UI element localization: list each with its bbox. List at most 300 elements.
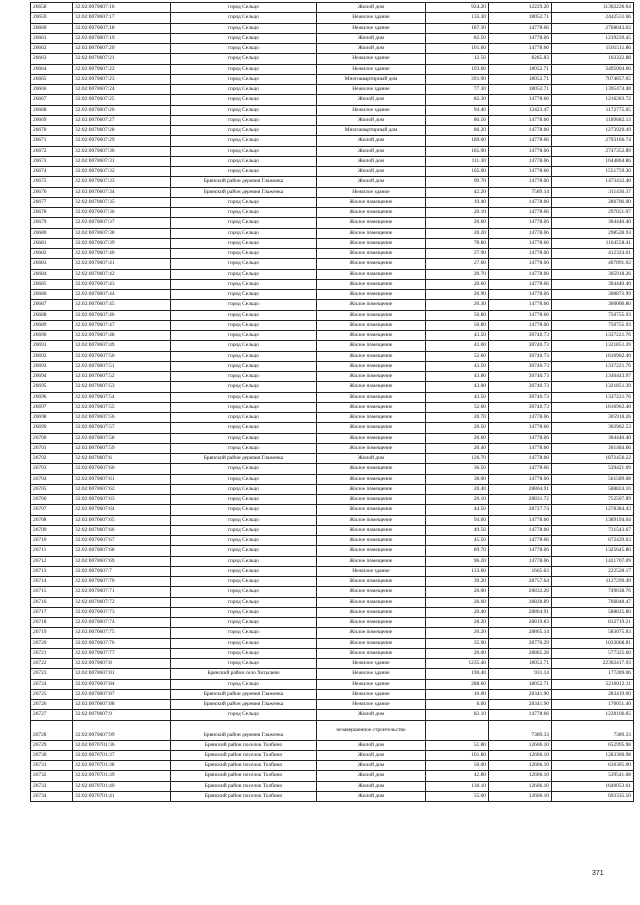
address-cell: город Сельцо xyxy=(171,423,317,433)
unit-value-cell: 28341.90 xyxy=(489,700,552,710)
unit-value-cell: 14778.66 xyxy=(489,218,552,228)
row-number-cell: 26672 xyxy=(31,146,73,156)
cadastral-value-cell: 301484.66 xyxy=(552,443,634,453)
table-row xyxy=(31,64,634,74)
address-cell: город Сельцо xyxy=(171,33,317,43)
cadastral-number-cell: 32:02:0070607:64 xyxy=(73,505,171,515)
area-cell: 20.20 xyxy=(426,628,489,638)
area-cell: 83.10 xyxy=(426,710,489,720)
cadastral-value-cell: 286706.00 xyxy=(552,197,634,207)
address-cell: город Сельцо xyxy=(171,320,317,330)
cadastral-number-cell: 32:02:0070607:34 xyxy=(73,187,171,197)
area-cell: 101.80 xyxy=(426,750,489,760)
object-type-cell: Жилое помещение xyxy=(317,607,426,617)
cadastral-value-cell: 7074857.05 xyxy=(552,74,634,84)
object-type-cell: Нежилое здание xyxy=(317,566,426,576)
row-number-cell: 26670 xyxy=(31,126,73,136)
row-number-cell: 26725 xyxy=(31,689,73,699)
cadastral-value-cell: 652995.98 xyxy=(552,740,634,750)
cadastral-number-cell: 32:02:0070701:40 xyxy=(73,781,171,791)
cadastral-number-cell: 32:02:0070607:27 xyxy=(73,115,171,125)
object-type-cell: Жилой дом xyxy=(317,454,426,464)
table-row xyxy=(31,300,634,310)
object-type-cell: Жилое помещение xyxy=(317,331,426,341)
cadastral-value-cell: 1421707.09 xyxy=(552,556,634,566)
table-row xyxy=(31,607,634,617)
area-cell: 1235.40 xyxy=(426,659,489,669)
row-number-cell: 26682 xyxy=(31,249,73,259)
cadastral-number-cell: 32:02:0070607:26 xyxy=(73,105,171,115)
cadastral-number-cell: 32:02:0070607:68 xyxy=(73,546,171,556)
table-row xyxy=(31,750,634,760)
cadastral-number-cell: 32:02:0070607:70 xyxy=(73,577,171,587)
table-row xyxy=(31,454,634,464)
cadastral-number-cell: 32:02:0070607:69 xyxy=(73,556,171,566)
object-type-cell: Жилой дом xyxy=(317,156,426,166)
row-number-cell: 26665 xyxy=(31,74,73,84)
cadastral-number-cell: 32:02:0070607:46 xyxy=(73,310,171,320)
cadastral-value-cell: 22302417.93 xyxy=(552,659,634,669)
cadastral-value-cell: 588824.16 xyxy=(552,484,634,494)
area-cell: 190.40 xyxy=(426,669,489,679)
unit-value-cell: 14778.66 xyxy=(489,259,552,269)
unit-value-cell: 14778.66 xyxy=(489,177,552,187)
table-row xyxy=(31,659,634,669)
table-row xyxy=(31,771,634,781)
area-cell: 43.00 xyxy=(426,341,489,351)
object-type-cell: Жилое помещение xyxy=(317,546,426,556)
row-number-cell: 26699 xyxy=(31,423,73,433)
object-type-cell: Жилое помещение xyxy=(317,402,426,412)
cadastral-number-cell: 32:02:0070607:6 xyxy=(73,454,171,464)
cadastral-number-cell: 32:02:0070607:36 xyxy=(73,208,171,218)
unit-value-cell: 28865.14 xyxy=(489,628,552,638)
row-number-cell: 26694 xyxy=(31,372,73,382)
address-cell: город Сельцо xyxy=(171,392,317,402)
row-number-cell: 26718 xyxy=(31,618,73,628)
address-cell: Брянский район деревня Глаженка xyxy=(171,689,317,699)
area-cell: 43.50 xyxy=(426,392,489,402)
unit-value-cell: 14778.66 xyxy=(489,525,552,535)
cadastral-value-cell: 539421.09 xyxy=(552,464,634,474)
cadastral-value-cell: 177289.06 xyxy=(552,669,634,679)
cadastral-number-cell: 32:02:0070607:16 xyxy=(73,3,171,13)
cadastral-value-cell: 583075.83 xyxy=(552,628,634,638)
cadastral-number-cell: 32:02:0070607:17 xyxy=(73,13,171,23)
unit-value-cell: 30740.73 xyxy=(489,361,552,371)
object-type-cell: Нежилое здание xyxy=(317,679,426,689)
row-number-cell: 26702 xyxy=(31,454,73,464)
object-type-cell: Жилое помещение xyxy=(317,515,426,525)
cadastral-value-cell: 222528.17 xyxy=(552,566,634,576)
cadastral-number-cell: 32:02:0070607:50 xyxy=(73,351,171,361)
area-cell: 26.10 xyxy=(426,495,489,505)
unit-value-cell: 28776.29 xyxy=(489,638,552,648)
cadastral-value-cell: 630305.00 xyxy=(552,761,634,771)
cadastral-number-cell: 32:02:0070607:37 xyxy=(73,218,171,228)
area-cell: 20.40 xyxy=(426,484,489,494)
cadastral-value-cell: 1219239.45 xyxy=(552,33,634,43)
unit-value-cell: 14778.66 xyxy=(489,33,552,43)
unit-value-cell: 14778.66 xyxy=(489,136,552,146)
row-number-cell: 26698 xyxy=(31,413,73,423)
address-cell: город Сельцо xyxy=(171,105,317,115)
row-number-cell: 26705 xyxy=(31,484,73,494)
cadastral-value-cell: 412324.61 xyxy=(552,249,634,259)
cadastral-value-table xyxy=(30,2,631,802)
unit-value-cell: 30740.73 xyxy=(489,392,552,402)
row-number-cell: 26716 xyxy=(31,597,73,607)
cadastral-value-cell: 2442531.66 xyxy=(552,13,634,23)
cadastral-number-cell: 32:02:0070607:31 xyxy=(73,156,171,166)
table-row xyxy=(31,136,634,146)
row-number-cell: 26730 xyxy=(31,750,73,760)
row-number-cell: 26707 xyxy=(31,505,73,515)
address-cell: город Сельцо xyxy=(171,402,317,412)
cadastral-number-cell: 32:02:0070607:9 xyxy=(73,710,171,720)
object-type-cell: Жилое помещение xyxy=(317,587,426,597)
unit-value-cell: 14778.66 xyxy=(489,546,552,556)
area-cell: 28.20 xyxy=(426,618,489,628)
object-type-cell: Многоквартирный дом xyxy=(317,74,426,84)
cadastral-value-cell: 693335.50 xyxy=(552,791,634,801)
address-cell: город Сельцо xyxy=(171,136,317,146)
area-cell: 187.30 xyxy=(426,23,489,33)
object-type-cell: Жилое помещение xyxy=(317,597,426,607)
table-row xyxy=(31,638,634,648)
cadastral-number-cell: 32:02:0070607:22 xyxy=(73,64,171,74)
cadastral-number-cell: 32:02:0070607:38 xyxy=(73,228,171,238)
area-cell: 42.80 xyxy=(426,771,489,781)
address-cell: город Сельцо xyxy=(171,464,317,474)
table-row xyxy=(31,95,634,105)
cadastral-number-cell: 32:02:0070701:39 xyxy=(73,771,171,781)
table-row xyxy=(31,74,634,84)
area-cell: 43.80 xyxy=(426,372,489,382)
table-row xyxy=(31,546,634,556)
cadastral-number-cell: 32:02:0070607:87 xyxy=(73,689,171,699)
table-row xyxy=(31,249,634,259)
cadastral-value-cell: 1337221.76 xyxy=(552,331,634,341)
object-type-cell: Нежилое здание xyxy=(317,700,426,710)
area-cell: 38.00 xyxy=(426,474,489,484)
table-row xyxy=(31,351,634,361)
table-row xyxy=(31,218,634,228)
address-cell: город Сельцо xyxy=(171,85,317,95)
area-cell: 20.00 xyxy=(426,648,489,658)
unit-value-cell: 1665.63 xyxy=(489,566,552,576)
cadastral-number-cell: 32:02:0070607:71 xyxy=(73,587,171,597)
row-number-cell: 26693 xyxy=(31,361,73,371)
row-number-cell: 26684 xyxy=(31,269,73,279)
object-type-cell: Нежилое здание xyxy=(317,669,426,679)
object-type-cell: Нежилое здание xyxy=(317,689,426,699)
area-cell: 10.00 xyxy=(426,689,489,699)
area-cell: 82.30 xyxy=(426,95,489,105)
area-cell: 50.00 xyxy=(426,761,489,771)
address-cell: Брянский район поселок Толбино xyxy=(171,740,317,750)
address-cell: Брянский район деревня Глаженка xyxy=(171,700,317,710)
object-type-cell: незавершенное строительство xyxy=(317,720,426,740)
area-cell xyxy=(426,720,489,740)
table-row xyxy=(31,269,634,279)
address-cell: город Сельцо xyxy=(171,361,317,371)
table-row xyxy=(31,740,634,750)
area-cell: 130.10 xyxy=(426,781,489,791)
row-number-cell: 26685 xyxy=(31,279,73,289)
unit-value-cell: 30740.73 xyxy=(489,372,552,382)
row-number-cell: 26679 xyxy=(31,218,73,228)
unit-value-cell: 28864.91 xyxy=(489,607,552,617)
row-number-cell: 26664 xyxy=(31,64,73,74)
object-type-cell: Жилой дом xyxy=(317,177,426,187)
area-cell: 20.60 xyxy=(426,433,489,443)
object-type-cell: Жилое помещение xyxy=(317,249,426,259)
area-cell: 42.20 xyxy=(426,187,489,197)
row-number-cell: 26661 xyxy=(31,33,73,43)
table-row xyxy=(31,413,634,423)
object-type-cell: Жилое помещение xyxy=(317,310,426,320)
table-row xyxy=(31,23,634,33)
object-type-cell: Жилое помещение xyxy=(317,628,426,638)
area-cell: 77.30 xyxy=(426,85,489,95)
unit-value-cell: 12606.10 xyxy=(489,791,552,801)
table-row xyxy=(31,689,634,699)
cadastral-value-cell: 304440.40 xyxy=(552,433,634,443)
cadastral-number-cell: 32:02:0070607:41 xyxy=(73,259,171,269)
address-cell: город Сельцо xyxy=(171,515,317,525)
area-cell: 96.20 xyxy=(426,556,489,566)
address-cell: город Сельцо xyxy=(171,238,317,248)
address-cell: Брянский район деревня Глаженка xyxy=(171,454,317,464)
table-row xyxy=(31,679,634,689)
table-row xyxy=(31,228,634,238)
cadastral-value-cell: 304440.40 xyxy=(552,279,634,289)
object-type-cell: Нежилое здание xyxy=(317,13,426,23)
cadastral-value-cell: 1216283.72 xyxy=(552,95,634,105)
table-row xyxy=(31,761,634,771)
cadastral-number-cell: 32:02:0070607:43 xyxy=(73,279,171,289)
cadastral-number-cell: 32:02:0070607:49 xyxy=(73,341,171,351)
area-cell: 26.60 xyxy=(426,597,489,607)
table-row xyxy=(31,238,634,248)
cadastral-value-cell: 2747352.89 xyxy=(552,146,634,156)
address-cell: город Сельцо xyxy=(171,505,317,515)
row-number-cell: 26710 xyxy=(31,536,73,546)
address-cell: город Сельцо xyxy=(171,23,317,33)
area-cell: 52.60 xyxy=(426,402,489,412)
cadastral-number-cell: 32:02:0070607:77 xyxy=(73,648,171,658)
table-row xyxy=(31,464,634,474)
table-row xyxy=(31,791,634,801)
cadastral-number-cell: 32:02:0070607:40 xyxy=(73,249,171,259)
table-row xyxy=(31,484,634,494)
unit-value-cell: 14778.66 xyxy=(489,228,552,238)
cadastral-value-cell: 305918.26 xyxy=(552,269,634,279)
row-number-cell: 26659 xyxy=(31,13,73,23)
area-cell: 20.90 xyxy=(426,290,489,300)
cadastral-value-cell: 2793166.74 xyxy=(552,136,634,146)
row-number-cell: 26691 xyxy=(31,341,73,351)
cadastral-number-cell: 32:02:0070607:59 xyxy=(73,443,171,453)
cadastral-value-cell: 305918.26 xyxy=(552,413,634,423)
row-number-cell: 26680 xyxy=(31,228,73,238)
cadastral-value-cell: 300000.80 xyxy=(552,300,634,310)
cadastral-value-cell: 1346443.97 xyxy=(552,372,634,382)
object-type-cell: Жилое помещение xyxy=(317,341,426,351)
area-cell: 55.00 xyxy=(426,791,489,801)
cadastral-number-cell: 32:02:0070607:62 xyxy=(73,484,171,494)
row-number-cell: 26686 xyxy=(31,290,73,300)
object-type-cell: Жилое помещение xyxy=(317,474,426,484)
row-number-cell: 26709 xyxy=(31,525,73,535)
object-type-cell: Жилое помещение xyxy=(317,484,426,494)
cadastral-number-cell: 32:02:0070607:57 xyxy=(73,423,171,433)
area-cell: 20.60 xyxy=(426,279,489,289)
table-row xyxy=(31,597,634,607)
object-type-cell: Нежилое здание xyxy=(317,23,426,33)
object-type-cell: Жилое помещение xyxy=(317,218,426,228)
address-cell: Брянский район поселок Толбино xyxy=(171,771,317,781)
cadastral-number-cell: 32:02:0070607:21 xyxy=(73,54,171,64)
area-cell: 94.00 xyxy=(426,515,489,525)
address-cell: город Сельцо xyxy=(171,628,317,638)
unit-value-cell: 12606.10 xyxy=(489,761,552,771)
area-cell: 126.70 xyxy=(426,454,489,464)
cadastral-number-cell: 32:02:0070607:63 xyxy=(73,495,171,505)
area-cell: 105.00 xyxy=(426,167,489,177)
table-row xyxy=(31,556,634,566)
table-row xyxy=(31,177,634,187)
cadastral-value-cell: 304440.40 xyxy=(552,218,634,228)
cadastral-number-cell: 32:02:0070607:32 xyxy=(73,167,171,177)
object-type-cell: Жилое помещение xyxy=(317,372,426,382)
object-type-cell: Жилой дом xyxy=(317,95,426,105)
table-row xyxy=(31,443,634,453)
area-cell: 133.60 xyxy=(426,566,489,576)
object-type-cell: Жилой дом xyxy=(317,710,426,720)
table-row xyxy=(31,372,634,382)
area-cell: 189.00 xyxy=(426,136,489,146)
cadastral-value-cell: 1616962.40 xyxy=(552,351,634,361)
address-cell: город Сельцо xyxy=(171,577,317,587)
unit-value-cell: 18052.71 xyxy=(489,64,552,74)
table-row xyxy=(31,259,634,269)
table-row xyxy=(31,85,634,95)
object-type-cell: Жилое помещение xyxy=(317,556,426,566)
unit-value-cell: 18052.71 xyxy=(489,13,552,23)
area-cell: 19.40 xyxy=(426,197,489,207)
address-cell: город Сельцо xyxy=(171,413,317,423)
table-row xyxy=(31,361,634,371)
cadastral-value-cell: 5210012.11 xyxy=(552,679,634,689)
object-type-cell: Жилое помещение xyxy=(317,525,426,535)
area-cell: 135.30 xyxy=(426,13,489,23)
table-row xyxy=(31,505,634,515)
cadastral-number-cell: 32:02:0070607:67 xyxy=(73,536,171,546)
cadastral-value-cell: 1337221.76 xyxy=(552,392,634,402)
object-type-cell: Жилое помещение xyxy=(317,208,426,218)
table-row xyxy=(31,341,634,351)
object-type-cell: Жилое помещение xyxy=(317,238,426,248)
cadastral-number-cell: 32:02:0070607:39 xyxy=(73,238,171,248)
table-row xyxy=(31,54,634,64)
object-type-cell: Жилое помещение xyxy=(317,577,426,587)
cadastral-value-cell: 1395474.48 xyxy=(552,85,634,95)
cadastral-value-cell: 539541.08 xyxy=(552,771,634,781)
table-row xyxy=(31,382,634,392)
table-row xyxy=(31,310,634,320)
table-row xyxy=(31,146,634,156)
object-type-cell: Жилое помещение xyxy=(317,361,426,371)
unit-value-cell: 14778.66 xyxy=(489,474,552,484)
address-cell: город Сельцо xyxy=(171,300,317,310)
address-cell: город Сельцо xyxy=(171,115,317,125)
row-number-cell: 26734 xyxy=(31,791,73,801)
row-number-cell: 26692 xyxy=(31,351,73,361)
cadastral-value-cell: 1337221.76 xyxy=(552,361,634,371)
object-type-cell: Жилое помещение xyxy=(317,464,426,474)
row-number-cell: 26683 xyxy=(31,259,73,269)
area-cell: 185.90 xyxy=(426,146,489,156)
address-cell: город Сельцо xyxy=(171,536,317,546)
row-number-cell: 26701 xyxy=(31,443,73,453)
object-type-cell: Нежилое здание xyxy=(317,659,426,669)
object-type-cell: Жилой дом xyxy=(317,44,426,54)
cadastral-number-cell: 32:02:0070607:65 xyxy=(73,515,171,525)
table-row xyxy=(31,156,634,166)
object-type-cell: Нежилое здание xyxy=(317,187,426,197)
cadastral-number-cell: 32:02:0070607:52 xyxy=(73,372,171,382)
area-cell: 111.30 xyxy=(426,156,489,166)
cadastral-number-cell: 32:02:0070607:72 xyxy=(73,597,171,607)
address-cell: город Сельцо xyxy=(171,167,317,177)
object-type-cell: Жилое помещение xyxy=(317,351,426,361)
table-row xyxy=(31,700,634,710)
cadastral-number-cell: 32:02:0070607:45 xyxy=(73,300,171,310)
area-cell: 44.50 xyxy=(426,505,489,515)
address-cell: город Сельцо xyxy=(171,269,317,279)
unit-value-cell: 14778.66 xyxy=(489,413,552,423)
table-row xyxy=(31,495,634,505)
row-number-cell: 26669 xyxy=(31,115,73,125)
cadastral-value-cell: 407891.02 xyxy=(552,259,634,269)
object-type-cell: Жилой дом xyxy=(317,33,426,43)
cadastral-number-cell: 32:02:0070607:76 xyxy=(73,638,171,648)
cadastral-number-cell: 32:02:0070607:20 xyxy=(73,44,171,54)
unit-value-cell: 14778.66 xyxy=(489,536,552,546)
address-cell: город Сельцо xyxy=(171,648,317,658)
object-type-cell: Жилое помещение xyxy=(317,269,426,279)
table-row xyxy=(31,781,634,791)
cadastral-number-cell: 32:02:0070701:37 xyxy=(73,750,171,760)
unit-value-cell: 14778.66 xyxy=(489,23,552,33)
unit-value-cell: 14778.66 xyxy=(489,423,552,433)
table-row xyxy=(31,423,634,433)
table-row xyxy=(31,648,634,658)
table-row xyxy=(31,536,634,546)
object-type-cell: Жилой дом xyxy=(317,791,426,801)
cadastral-number-cell: 32:02:0070607:81 xyxy=(73,669,171,679)
address-cell: город Сельцо xyxy=(171,495,317,505)
address-cell: город Сельцо xyxy=(171,13,317,23)
object-type-cell: Жилое помещение xyxy=(317,638,426,648)
unit-value-cell: 14778.66 xyxy=(489,95,552,105)
row-number-cell: 26732 xyxy=(31,771,73,781)
address-cell: город Сельцо xyxy=(171,331,317,341)
row-number-cell: 26715 xyxy=(31,587,73,597)
address-cell: город Сельцо xyxy=(171,341,317,351)
